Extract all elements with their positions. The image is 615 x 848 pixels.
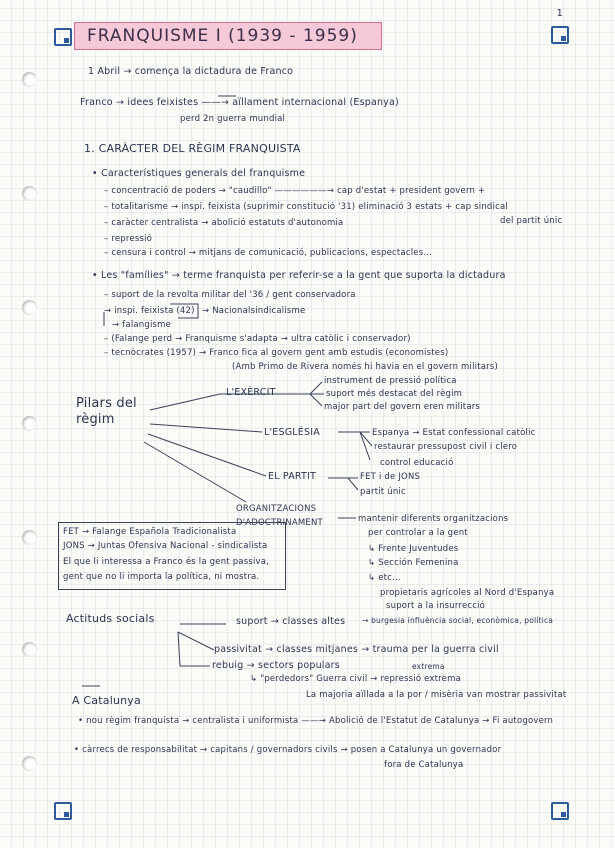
list-item: – totalitarisme → inspi. feixista (suprimir constitució '31) eliminació 3 estats + cap sindical <box>104 202 508 212</box>
catalunya-item: fora de Catalunya <box>384 760 464 770</box>
list-item: – censura i control → mitjans de comunicació, publicacions, espectacles... <box>104 248 433 258</box>
actitud-detail: La majoria aïllada a la por / misèria van mostrar passivitat <box>306 690 567 700</box>
actitud-suport: suport → classes altes <box>236 616 346 627</box>
pilar-exercit: L'EXÈRCIT <box>226 387 276 398</box>
pilar-detail: ↳ Sección Femenina <box>368 558 459 568</box>
pilar-detail: restaurar pressupost civil i clero <box>374 442 518 452</box>
pilar-detail: control educació <box>380 458 454 468</box>
note-line: JONS → Juntas Ofensiva Nacional - sindicalista <box>63 541 268 551</box>
intro-line: Franco → idees feixistes ——→ aïllament internacional (Espanya) <box>80 97 399 108</box>
actitud-detail: → burgesia influència social, econòmica, política <box>362 616 554 625</box>
catalunya-item: • nou règim franquista → centralista i uniformista ——→ Abolició de l'Estatut de Catalunya → Fi autogovern <box>78 716 554 726</box>
pilars-label: Pilars del règim <box>76 396 137 427</box>
list-item: (Amb Primo de Rivera només hi havia en el govern militars) <box>232 362 499 372</box>
fet-note-box <box>58 522 286 590</box>
list-item: → Nacionalsindicalisme <box>202 306 306 316</box>
list-item: – concentració de poders → "caudillo" ——————→ cap d'estat + president govern + <box>104 186 486 196</box>
pilar-esglesia: L'ESGLÉSIA <box>264 427 320 438</box>
pilar-detail: suport més destacat del règim <box>326 389 463 399</box>
pilar-partit: EL PARTIT <box>268 471 317 482</box>
pilar-detail: per controlar a la gent <box>368 528 468 538</box>
list-item: – suport de la revolta militar del '36 / gent conservadora <box>104 290 356 300</box>
list-item: del partit únic <box>500 216 563 226</box>
actitud-rebuig: rebuig → sectors populars <box>212 660 340 671</box>
list-item: → inspi. feixista (42) <box>104 306 195 316</box>
actitud-detail: ↳ "perdedors" Guerra civil → repressió extrema <box>250 674 461 684</box>
actitud-passivitat: passivitat → classes mitjanes → trauma per la guerra civil <box>214 644 499 655</box>
pilar-detail: ↳ etc... <box>368 573 401 583</box>
list-item: – tecnòcrates (1957) → Franco fica al govern gent amb estudis (economistes) <box>104 348 449 358</box>
pilar-organitzacions: ORGANITZACIONS D'ADOCTRINAMENT <box>236 504 323 528</box>
actitud-detail: extrema <box>412 662 445 671</box>
page-title: FRANQUISME I (1939 - 1959) <box>87 26 358 46</box>
pilar-detail: major part del govern eren militars <box>324 402 481 412</box>
catalunya-heading: A Catalunya <box>72 694 141 707</box>
list-item: – (Falange perd → Franquisme s'adapta → ultra catòlic i conservador) <box>104 334 411 344</box>
catalunya-item: • càrrecs de responsabilitat → capitans / governadors civils → posen a Catalunya un governador <box>74 745 502 755</box>
list-item: → falangisme <box>112 320 172 330</box>
pilar-detail: instrument de pressió política <box>324 376 457 386</box>
pilar-detail: Espanya → Estat confessional catòlic <box>372 428 536 438</box>
pilar-detail: partit únic <box>360 487 406 497</box>
note-line: FET → Falange Española Tradicionalista <box>63 527 237 537</box>
list-item: – repressió <box>104 234 153 244</box>
page-number: 1 <box>556 8 563 19</box>
list-item: – caràcter centralista → abolició estatuts d'autonomia <box>104 218 344 228</box>
note-line: gent que no li importa la política, ni mostra. <box>63 572 260 582</box>
intro-line: 1 Abril → comença la dictadura de Franco <box>88 66 294 77</box>
pilar-detail: mantenir diferents organitzacions <box>358 514 509 524</box>
actitud-detail: propietaris agrícoles al Nord d'Espanya <box>380 588 555 598</box>
note-line: El que li interessa a Franco és la gent passiva, <box>63 557 270 567</box>
bullet-heading: • Característiques generals del franquisme <box>92 168 306 179</box>
section-heading: 1. CARÀCTER DEL RÈGIM FRANQUISTA <box>84 142 301 155</box>
intro-line: perd 2n guerra mundial <box>180 114 286 124</box>
pilar-detail: FET i de JONS <box>360 472 421 482</box>
bullet-heading: • Les "famílies" → terme franquista per referir-se a la gent que suporta la dictadura <box>92 270 506 281</box>
pilar-detail: ↳ Frente Juventudes <box>368 544 459 554</box>
actituds-label: Actituds socials <box>66 612 155 625</box>
actitud-detail: suport a la insurrecció <box>386 601 486 611</box>
